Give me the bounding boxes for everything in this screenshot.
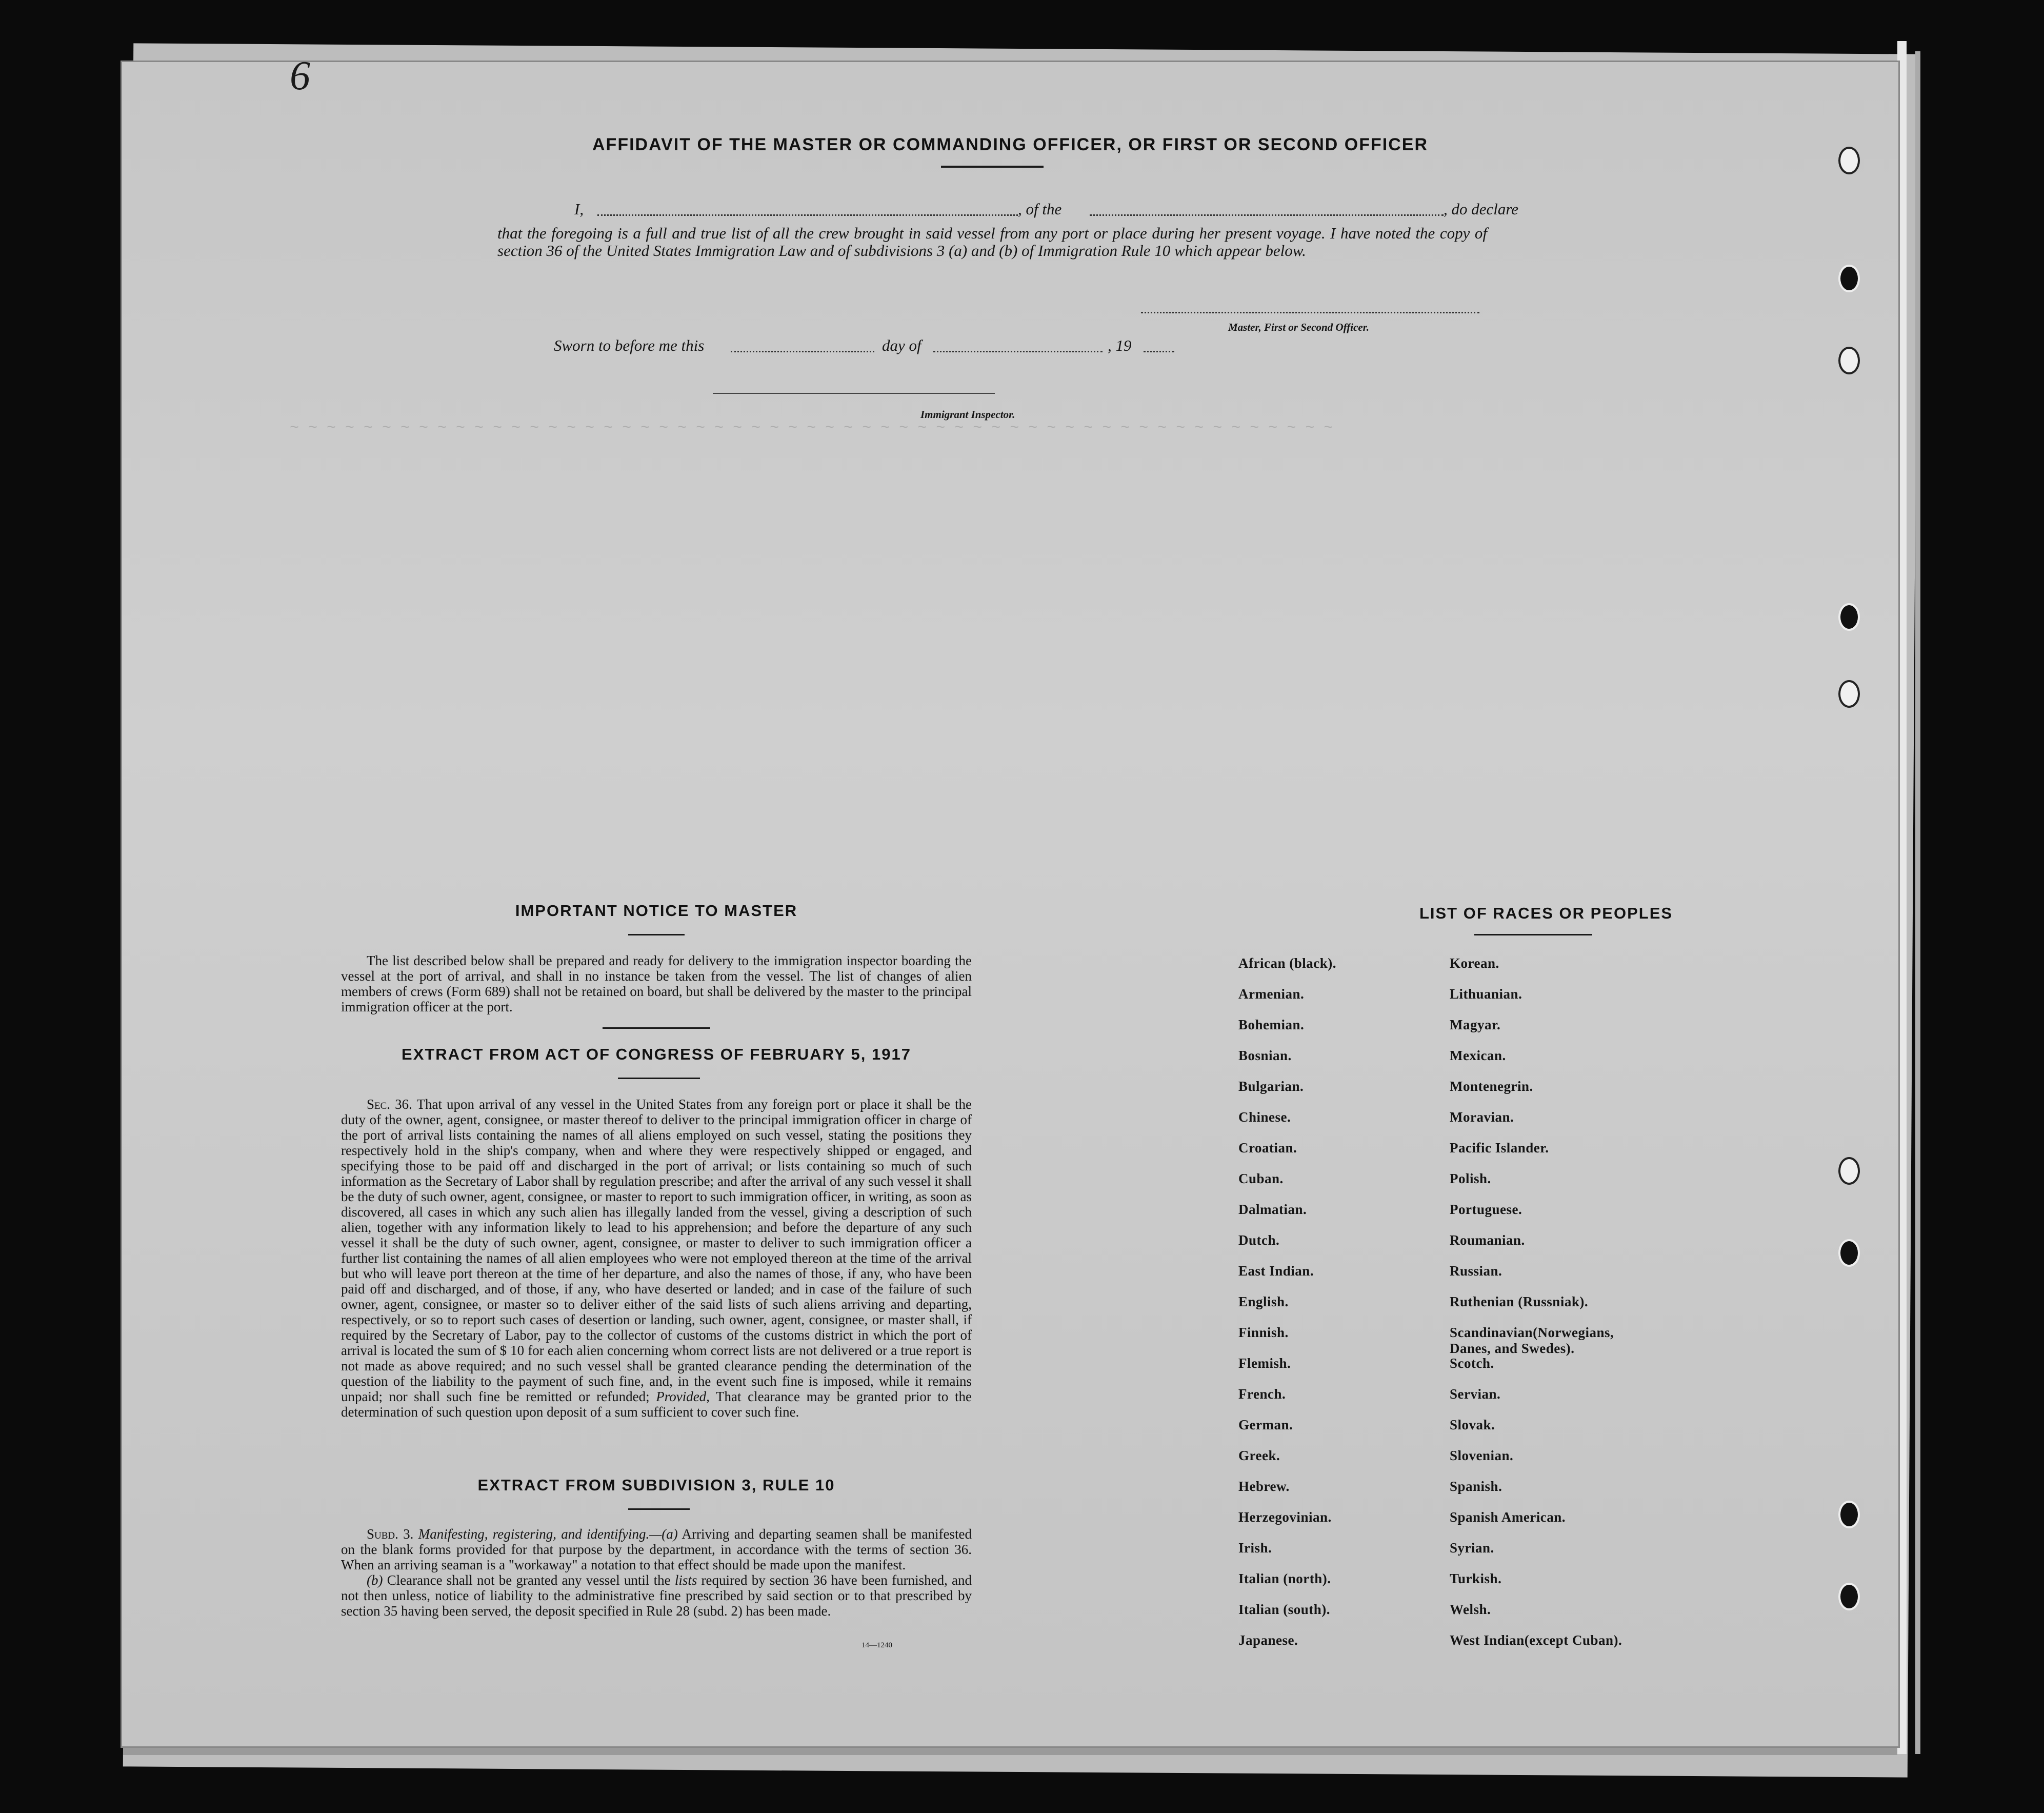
race-item: Polish.	[1450, 1171, 1491, 1186]
notice-divider	[603, 1027, 710, 1029]
name-blank[interactable]	[597, 214, 1018, 216]
notice-body: The list described below shall be prepared and ready for delivery to the immigration inspector boarding the vessel at the port of arrival, and shall in no instance be taken from the vessel. The list of changes of alien members of crews (Form 689) shall not be retained on board, but shall be delivered by the master to the principal immigration officer at the port.	[341, 953, 972, 1014]
race-item: Moravian.	[1450, 1109, 1514, 1125]
act-underline	[618, 1078, 700, 1079]
sworn-line	[554, 336, 1220, 357]
race-item: Roumanian.	[1450, 1232, 1525, 1248]
affidavit-title: AFFIDAVIT OF THE MASTER OR COMMANDING OFFICER, OR FIRST OR SECOND OFFICER	[592, 135, 1428, 154]
race-item: Greek.	[1238, 1448, 1280, 1463]
race-item: Spanish.	[1450, 1479, 1502, 1494]
day-of-label: day of	[882, 336, 921, 354]
month-blank[interactable]	[933, 351, 1103, 352]
race-item: Bohemian.	[1238, 1017, 1305, 1032]
race-item: Portuguese.	[1450, 1202, 1522, 1217]
para-b-text-1: Clearance shall not be granted any vessel until the	[387, 1572, 671, 1588]
day-blank[interactable]	[731, 351, 874, 352]
rule10-para-a	[341, 1526, 972, 1572]
race-item: Montenegrin.	[1450, 1079, 1533, 1094]
of-the-label: , of the	[1018, 200, 1062, 218]
race-item: Herzegovinian.	[1238, 1509, 1332, 1525]
rule10-title: EXTRACT FROM SUBDIVISION 3, RULE 10	[477, 1476, 835, 1494]
rule10-underline	[628, 1508, 690, 1510]
affidavit-body: that the foregoing is a full and true list of all the crew brought in said vessel from any port or place during her present voyage. I have noted the copy of section 36 of the United States Immigration Law and of subdivisions 3 (a) and (b) of Immigration Rule 10 which appear below.	[497, 224, 1487, 260]
race-item: African (black).	[1238, 955, 1336, 971]
binding-hole	[1838, 680, 1860, 708]
races-column-1	[1238, 955, 1433, 1663]
sworn-label: Sworn to before me this	[554, 336, 705, 354]
b-label: (b)	[367, 1572, 383, 1588]
race-item: Dalmatian.	[1238, 1202, 1307, 1217]
race-item: English.	[1238, 1294, 1289, 1309]
provided-label: Provided,	[656, 1389, 710, 1404]
race-item: West Indian(except Cuban).	[1450, 1632, 1622, 1648]
binding-hole	[1838, 265, 1860, 292]
race-item: Welsh.	[1450, 1602, 1491, 1617]
race-item: Syrian.	[1450, 1540, 1494, 1556]
race-item: Italian (south).	[1238, 1602, 1331, 1617]
race-item: Armenian.	[1238, 986, 1305, 1002]
form-code: 14—1240	[861, 1641, 892, 1649]
race-item: Irish.	[1238, 1540, 1272, 1556]
binding-hole	[1838, 1501, 1860, 1528]
race-item: Mexican.	[1450, 1048, 1506, 1063]
para-a-text: Arriving and departing seamen shall be manifested on the blank forms provided for that purpose by the department, in accordance with the terms of section 36. When an arriving seaman is a "workaway" a notation to that effect should be made upon the manifest.	[341, 1526, 972, 1572]
race-item: Spanish American.	[1450, 1509, 1566, 1525]
inspector-signature-line[interactable]	[713, 393, 995, 394]
race-item: Italian (north).	[1238, 1571, 1331, 1586]
race-item: Croatian.	[1238, 1140, 1297, 1155]
race-item: French.	[1238, 1386, 1286, 1402]
act-title: EXTRACT FROM ACT OF CONGRESS OF FEBRUARY 5, 1917	[402, 1045, 911, 1063]
race-item: Bosnian.	[1238, 1048, 1292, 1063]
title-underline	[941, 166, 1044, 168]
page-edge-right-2	[1915, 51, 1920, 1754]
race-item: Turkish.	[1450, 1571, 1502, 1586]
race-item: Servian.	[1450, 1386, 1501, 1402]
binding-hole	[1838, 347, 1860, 374]
race-item: Cuban.	[1238, 1171, 1284, 1186]
i-label: I,	[574, 200, 584, 218]
sec-36-text: That upon arrival of any vessel in the United States from any foreign port or place it shall be the duty of the owner, agent, consignee, or master thereof to deliver to the principal immigration officer in charge of the port of arrival lists containing the names of all aliens employed on such vessel, stating the positions they respectively hold in the ship's company, when and where they were respectively shipped or engaged, and specifying those to be paid off and discharged in the port of arrival; or lists containing so much of such information as the Secretary of Labor shall by regulation prescribe; and after the arrival of any such vessel it shall be the duty of such owner, agent, consignee, or master to report to such immigration officer, in writing, as soon as discovered, all cases in which any such alien has illegally landed from the vessel, giving a description of such alien, together with any information likely to lead to his apprehension; and before the departure of any such vessel it shall be the duty of such owner, agent, consignee, or master to deliver to such immigration officer a further list containing the names of all alien employees who were not employed thereon at the time of the arrival but who will leave port thereon at the time of her departure, and also the names of those, if any, who have been paid off and discharged, and of those, if any, who have deserted or landed; and in case of the failure of such owner, agent, consignee, or master so to deliver either of the said lists of such aliens arriving and departing, respectively, or so to report such cases of desertion or landing, such owner, agent, consignee, or master shall, if required by the Secretary of Labor, pay to the collector of customs of the customs district in which the port of arrival is located the sum of $ 10 for each alien concerning whom correct lists are not delivered or a true report is not made as above required; and no such vessel shall be granted clearance pending the determination of the question of the liability to the payment of such fine, and, in the event such fine is imposed, while it remains unpaid; nor shall such fine be remitted or refunded;	[341, 1097, 972, 1404]
master-caption: Master, First or Second Officer.	[1228, 321, 1369, 333]
subd-heading: Manifesting, registering, and identifying.—(a)	[418, 1526, 678, 1542]
binding-hole	[1838, 1157, 1860, 1185]
race-item: Scandinavian(Norwegians, Danes, and Swedes).	[1450, 1325, 1614, 1356]
binding-hole	[1838, 603, 1860, 631]
notice-underline	[628, 934, 685, 935]
binding-hole	[1838, 1583, 1860, 1610]
rule10-body	[341, 1526, 972, 1619]
race-item: Ruthenian (Russniak).	[1450, 1294, 1589, 1309]
do-declare-label: , do declare	[1444, 200, 1519, 218]
para-b-text-2: required by section 36 have been furnished, and not then unless, notice of liability to the administrative fine prescribed by said section or to that prescribed by section 35 having been served, the deposit specified in Rule 28 (subd. 2) has been made.	[341, 1572, 972, 1619]
rule10-para-b	[341, 1572, 972, 1619]
page-number-mark: 6	[290, 53, 310, 98]
race-item: Lithuanian.	[1450, 986, 1522, 1002]
race-item: Pacific Islander.	[1450, 1140, 1549, 1155]
sec-36-label: Sec. 36.	[367, 1097, 412, 1112]
master-signature-blank[interactable]	[1141, 312, 1479, 313]
race-item: Slovak.	[1450, 1417, 1495, 1432]
race-item: Magyar.	[1450, 1017, 1501, 1032]
race-item: Korean.	[1450, 955, 1499, 971]
inspector-caption: Immigrant Inspector.	[920, 408, 1015, 421]
races-column-2	[1450, 955, 1645, 1663]
bleed-through-text: ~ ~ ~ ~ ~ ~ ~ ~ ~ ~ ~ ~ ~ ~ ~ ~ ~ ~ ~ ~ ~ ~ ~ ~ ~ ~ ~ ~ ~ ~ ~ ~ ~ ~ ~ ~ ~ ~ ~ ~ ~ ~ ~ ~ ~ ~ ~ ~ ~ ~ ~ ~ ~ ~ ~ ~ ~	[290, 420, 1333, 437]
form-page	[121, 53, 1900, 1748]
race-item: German.	[1238, 1417, 1293, 1432]
race-item: East Indian.	[1238, 1263, 1314, 1279]
race-item: Japanese.	[1238, 1632, 1298, 1648]
races-underline	[1474, 934, 1592, 935]
race-item: Slovenian.	[1450, 1448, 1514, 1463]
notice-title: IMPORTANT NOTICE TO MASTER	[515, 902, 798, 920]
act-body	[341, 1097, 972, 1420]
provided-text: That clearance may be granted prior to the determination of such question upon deposit of a sum sufficient to cover such fine.	[341, 1389, 972, 1420]
year-blank[interactable]	[1144, 351, 1174, 352]
lists-word: lists	[674, 1572, 697, 1588]
race-item: Finnish.	[1238, 1325, 1289, 1340]
race-item: Chinese.	[1238, 1109, 1291, 1125]
race-item: Hebrew.	[1238, 1479, 1290, 1494]
affidavit-declaration-line	[556, 200, 1608, 221]
race-item: Flemish.	[1238, 1356, 1291, 1371]
year-label: , 19	[1108, 336, 1132, 354]
race-item: Russian.	[1450, 1263, 1502, 1279]
vessel-blank[interactable]	[1090, 214, 1444, 216]
binding-hole	[1838, 1239, 1860, 1267]
race-item: Scotch.	[1450, 1356, 1494, 1371]
race-item: Bulgarian.	[1238, 1079, 1304, 1094]
race-item: Dutch.	[1238, 1232, 1280, 1248]
subd-label: Subd. 3.	[367, 1526, 414, 1542]
races-title: LIST OF RACES OR PEOPLES	[1419, 904, 1673, 922]
